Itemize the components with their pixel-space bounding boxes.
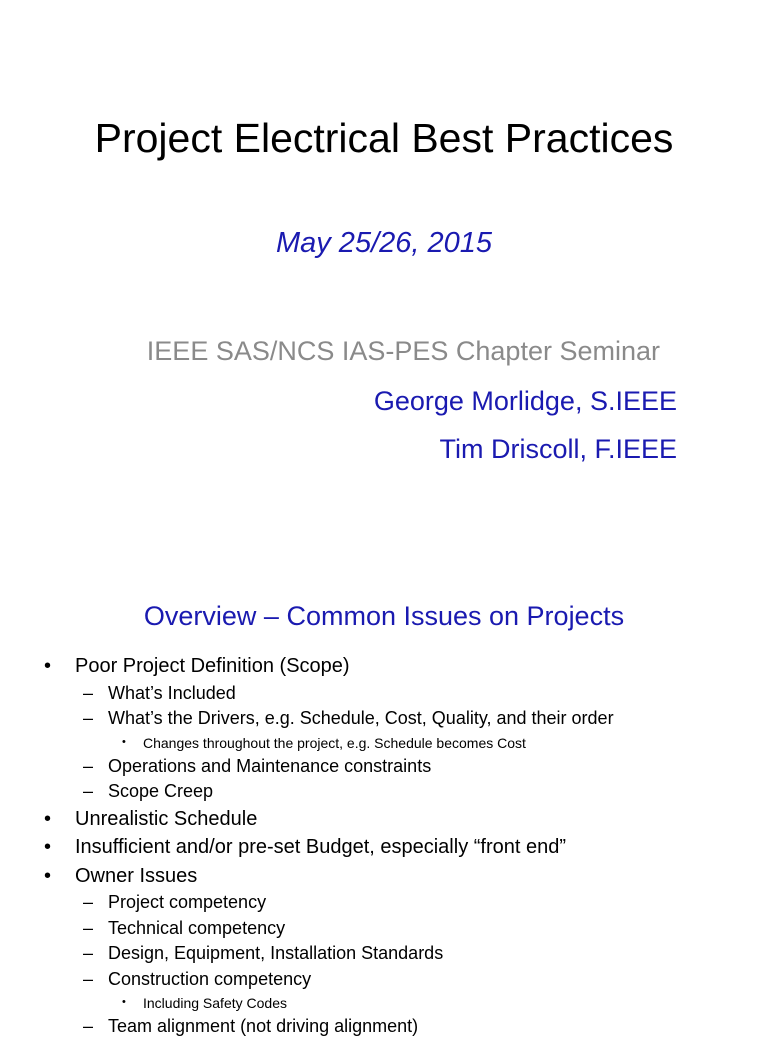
bullet-item [0, 805, 768, 834]
sub-sub-bullet-item [0, 992, 768, 1014]
dash-icon: – [83, 755, 94, 776]
seminar-name: IEEE SAS/NCS IAS-PES Chapter Seminar [146, 336, 660, 366]
sub-bullet-text: Team alignment (not driving alignment) [108, 1016, 419, 1036]
presenter-name: Tim Driscoll, F.IEEE [439, 434, 677, 464]
bullet-icon: • [122, 996, 126, 1008]
sub-bullet-text: Project competency [108, 892, 267, 912]
dash-icon: – [83, 943, 94, 963]
bullet-icon: • [44, 864, 52, 887]
sub-bullet-text: What’s the Drivers, e.g. Schedule, Cost, Quality, and their order [108, 708, 614, 728]
sub-bullet-text: Design, Equipment, Installation Standards [108, 943, 444, 963]
sub-bullet-text: What’s Included [108, 682, 236, 703]
dash-icon: – [83, 708, 94, 728]
bullet-text: Owner Issues [75, 864, 198, 887]
bullet-item [0, 652, 768, 681]
bullet-icon: • [44, 655, 52, 677]
sub-bullet-item [0, 967, 768, 993]
sub-bullet-text: Construction competency [108, 968, 312, 989]
bullet-text: Poor Project Definition (Scope) [75, 655, 350, 677]
sub-bullet-item [0, 706, 768, 732]
slide-title: Project Electrical Best Practices [94, 115, 674, 161]
dash-icon: – [83, 892, 94, 912]
bullet-list [0, 652, 768, 1040]
bullet-item [0, 833, 768, 862]
sub-sub-bullet-text: Changes throughout the project, e.g. Schedule becomes Cost [143, 734, 526, 751]
sub-bullet-item [0, 779, 768, 805]
sub-bullet-item [0, 681, 768, 707]
sub-sub-bullet-item [0, 732, 768, 754]
bullet-item [0, 862, 768, 891]
sub-bullet-item [0, 916, 768, 942]
bullet-icon: • [44, 836, 52, 858]
bullet-text: Unrealistic Schedule [75, 807, 258, 830]
dash-icon: – [83, 1016, 94, 1036]
dash-icon: – [83, 781, 94, 801]
overview-slide [0, 576, 768, 1036]
sub-bullet-text: Operations and Maintenance constraints [108, 755, 432, 776]
sub-bullet-item [0, 754, 768, 780]
bullet-icon: • [44, 807, 52, 830]
sub-bullet-item [0, 890, 768, 916]
sub-bullet-item [0, 1014, 768, 1040]
sub-sub-bullet-text: Including Safety Codes [143, 995, 287, 1011]
dash-icon: – [83, 917, 94, 938]
event-date: May 25/26, 2015 [275, 227, 493, 259]
dash-icon: – [83, 682, 94, 703]
bullet-icon: • [122, 735, 126, 748]
overview-title: Overview – Common Issues on Projects [143, 601, 625, 631]
sub-bullet-text: Technical competency [108, 917, 286, 938]
sub-bullet-text: Scope Creep [108, 781, 214, 801]
bullet-text: Insufficient and/or pre-set Budget, especially “front end” [75, 836, 567, 858]
dash-icon: – [83, 968, 94, 989]
sub-bullet-item [0, 941, 768, 967]
presenter-name: George Morlidge, S.IEEE [373, 386, 677, 416]
